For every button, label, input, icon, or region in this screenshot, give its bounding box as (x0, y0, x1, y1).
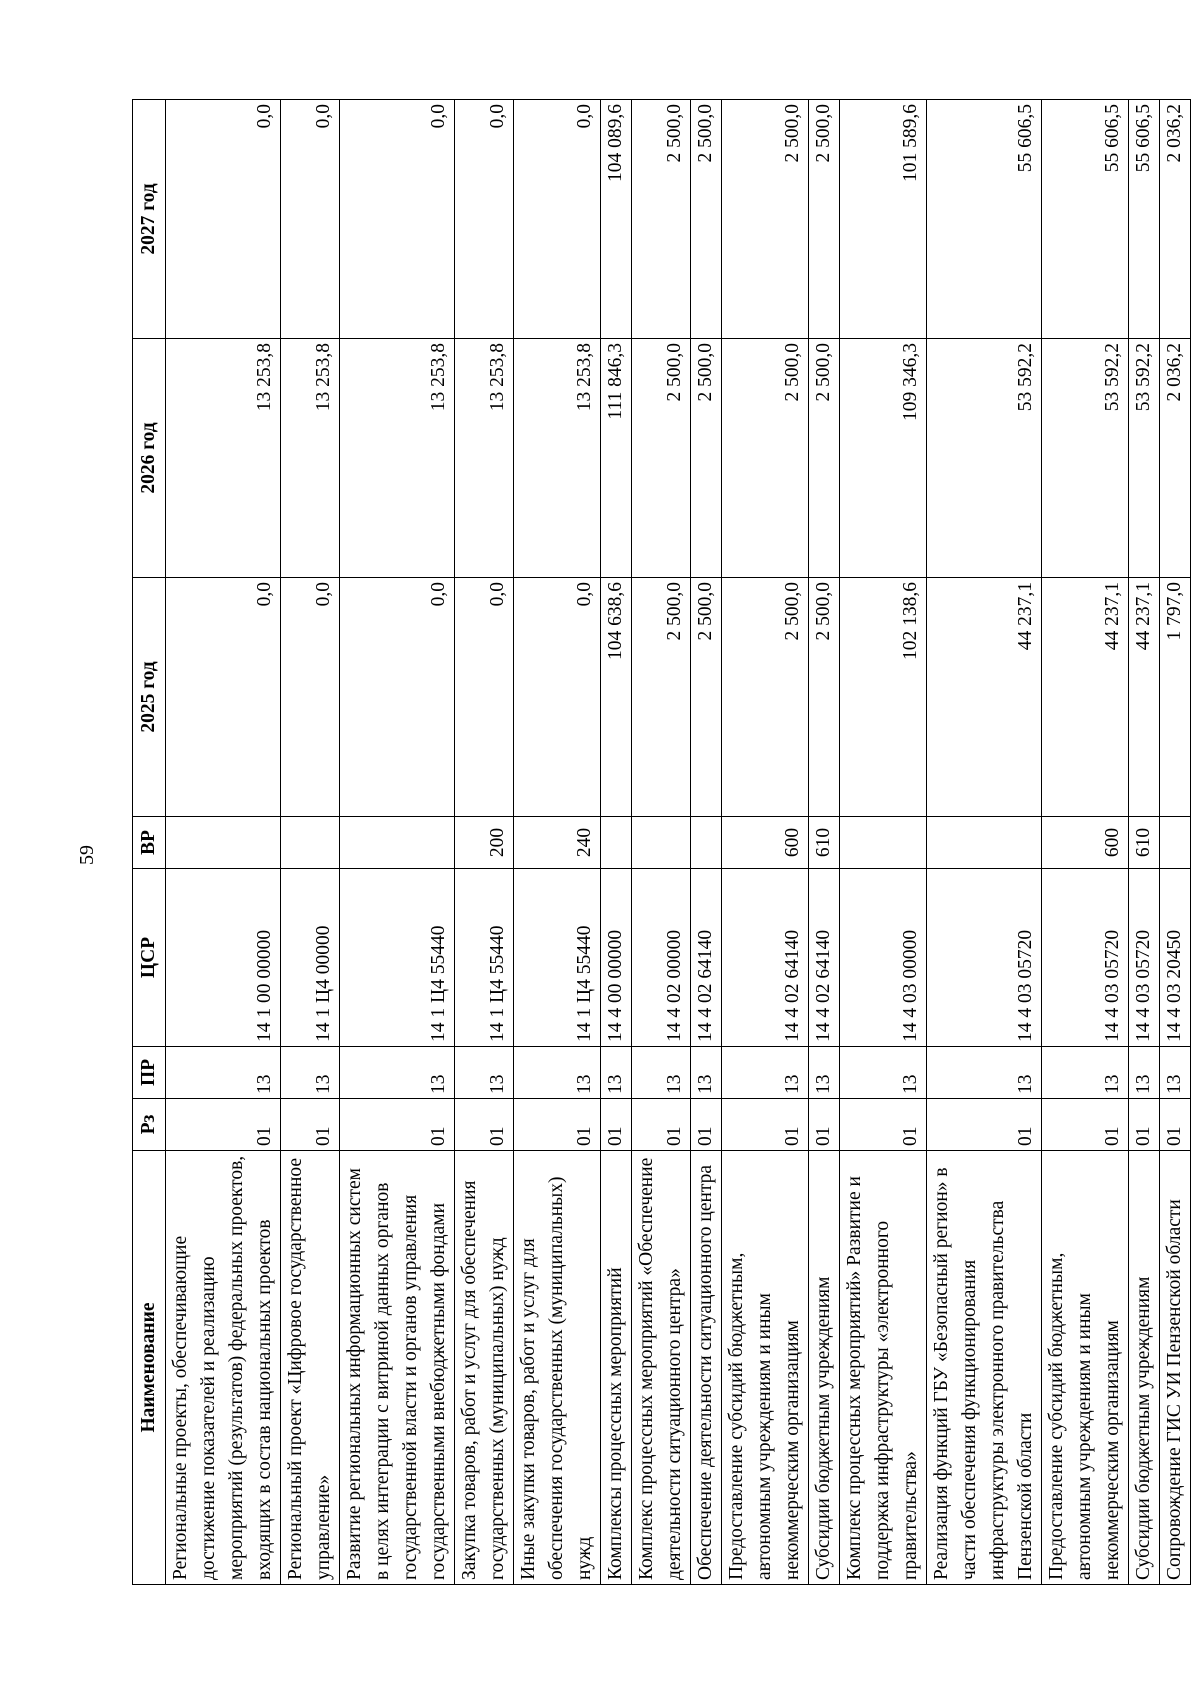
budget-table (132, 99, 1191, 1585)
header-2026: 2026 год (133, 339, 166, 578)
cell-rz: 01 (722, 1099, 809, 1151)
cell-2027: 0,0 (455, 100, 514, 339)
cell-rz: 01 (455, 1099, 514, 1151)
cell-2027: 0,0 (514, 100, 601, 339)
cell-2027: 0,0 (166, 100, 281, 339)
cell-csr: 14 1 00 00000 (166, 869, 281, 1047)
cell-2025: 2 500,0 (691, 578, 722, 817)
cell-2025: 2 500,0 (722, 578, 809, 817)
cell-name: Комплекс процессных мероприятий» Развитие и поддержка инфраструктуры «электронного правительства» (840, 1151, 927, 1585)
cell-2025: 2 500,0 (632, 578, 691, 817)
cell-pr: 13 (340, 1047, 455, 1099)
cell-name: Предоставление субсидий бюджетным, автономным учреждениям и иным некоммерческим организациям (1042, 1151, 1129, 1585)
table-row (691, 100, 722, 1585)
cell-2026: 109 346,3 (840, 339, 927, 578)
table-header-row (133, 100, 166, 1585)
cell-csr: 14 4 03 05720 (927, 869, 1042, 1047)
cell-csr: 14 4 00 00000 (601, 869, 632, 1047)
table-row (1129, 100, 1160, 1585)
cell-pr: 13 (166, 1047, 281, 1099)
cell-rz: 01 (927, 1099, 1042, 1151)
cell-csr: 14 4 02 64140 (691, 869, 722, 1047)
cell-rz: 01 (840, 1099, 927, 1151)
cell-pr: 13 (809, 1047, 840, 1099)
cell-2026: 2 500,0 (632, 339, 691, 578)
cell-pr: 13 (840, 1047, 927, 1099)
cell-csr: 14 4 02 64140 (722, 869, 809, 1047)
cell-vr: 200 (455, 817, 514, 869)
cell-pr: 13 (691, 1047, 722, 1099)
page-number: 59 (76, 845, 98, 865)
cell-name: Предоставление субсидий бюджетным, автономным учреждениям и иным некоммерческим организациям (722, 1151, 809, 1585)
cell-2025: 0,0 (166, 578, 281, 817)
table-body (166, 100, 1191, 1585)
table-row (632, 100, 691, 1585)
cell-rz: 01 (1042, 1099, 1129, 1151)
cell-name: Закупка товаров, работ и услуг для обеспечения государственных (муниципальных) нужд (455, 1151, 514, 1585)
cell-pr: 13 (1042, 1047, 1129, 1099)
header-2025: 2025 год (133, 578, 166, 817)
table-row (340, 100, 455, 1585)
cell-rz: 01 (809, 1099, 840, 1151)
cell-name: Реализация функций ГБУ «Безопасный регион» в части обеспечения функционирования инфраструктуры электронного правительства Пензенской области (927, 1151, 1042, 1585)
cell-2027: 55 606,5 (1129, 100, 1160, 339)
cell-pr: 13 (1160, 1047, 1191, 1099)
cell-vr (340, 817, 455, 869)
cell-2027: 0,0 (340, 100, 455, 339)
cell-rz: 01 (1129, 1099, 1160, 1151)
cell-rz: 01 (632, 1099, 691, 1151)
cell-rz: 01 (1160, 1099, 1191, 1151)
cell-2026: 13 253,8 (340, 339, 455, 578)
table-row (809, 100, 840, 1585)
cell-csr: 14 4 03 05720 (1042, 869, 1129, 1047)
cell-vr: 240 (514, 817, 601, 869)
cell-2026: 13 253,8 (514, 339, 601, 578)
header-name: Наименование (133, 1151, 166, 1585)
cell-vr: 600 (722, 817, 809, 869)
table-row (455, 100, 514, 1585)
cell-rz: 01 (340, 1099, 455, 1151)
cell-2025: 1 797,0 (1160, 578, 1191, 817)
cell-2027: 101 589,6 (840, 100, 927, 339)
cell-2026: 2 500,0 (722, 339, 809, 578)
table-row (1160, 100, 1191, 1585)
cell-2026: 2 500,0 (691, 339, 722, 578)
cell-2027: 2 500,0 (632, 100, 691, 339)
cell-csr: 14 4 03 05720 (1129, 869, 1160, 1047)
cell-2027: 55 606,5 (927, 100, 1042, 339)
cell-2025: 0,0 (340, 578, 455, 817)
table-row (927, 100, 1042, 1585)
cell-name: Сопровождение ГИС УИ Пензенской области (1160, 1151, 1191, 1585)
cell-vr (927, 817, 1042, 869)
header-rz: Рз (133, 1099, 166, 1151)
cell-2025: 44 237,1 (1042, 578, 1129, 817)
cell-name: Комплексы процессных мероприятий (601, 1151, 632, 1585)
cell-csr: 14 1 Ц4 00000 (281, 869, 340, 1047)
cell-2025: 104 638,6 (601, 578, 632, 817)
table-row (840, 100, 927, 1585)
cell-rz: 01 (281, 1099, 340, 1151)
cell-2027: 55 606,5 (1042, 100, 1129, 339)
cell-csr: 14 4 02 64140 (809, 869, 840, 1047)
cell-2026: 13 253,8 (455, 339, 514, 578)
cell-name: Субсидии бюджетным учреждениям (809, 1151, 840, 1585)
cell-vr: 610 (809, 817, 840, 869)
header-vr: ВР (133, 817, 166, 869)
cell-2026: 53 592,2 (1042, 339, 1129, 578)
cell-csr: 14 1 Ц4 55440 (514, 869, 601, 1047)
cell-2027: 2 036,2 (1160, 100, 1191, 339)
cell-2027: 104 089,6 (601, 100, 632, 339)
cell-2025: 44 237,1 (927, 578, 1042, 817)
cell-name: Региональные проекты, обеспечивающие достижение показателей и реализацию мероприятий (результатов) федеральных проектов, входящих в состав национальных проектов (166, 1151, 281, 1585)
cell-rz: 01 (601, 1099, 632, 1151)
cell-pr: 13 (927, 1047, 1042, 1099)
cell-name: Субсидии бюджетным учреждениям (1129, 1151, 1160, 1585)
cell-name: Региональный проект «Цифровое государственное управление» (281, 1151, 340, 1585)
cell-2026: 2 500,0 (809, 339, 840, 578)
cell-vr (632, 817, 691, 869)
cell-name: Развитие региональных информационных систем в целях интеграции с витриной данных органов государственной власти и органов управления государственными внебюджетными фондами (340, 1151, 455, 1585)
cell-2025: 0,0 (455, 578, 514, 817)
header-2027: 2027 год (133, 100, 166, 339)
cell-csr: 14 1 Ц4 55440 (455, 869, 514, 1047)
cell-pr: 13 (1129, 1047, 1160, 1099)
cell-pr: 13 (601, 1047, 632, 1099)
table-row (1042, 100, 1129, 1585)
table-row (601, 100, 632, 1585)
cell-2027: 0,0 (281, 100, 340, 339)
cell-vr (281, 817, 340, 869)
cell-csr: 14 4 03 20450 (1160, 869, 1191, 1047)
rotated-table-container (132, 100, 1185, 1585)
cell-vr (601, 817, 632, 869)
cell-vr: 600 (1042, 817, 1129, 869)
cell-name: Иные закупки товаров, работ и услуг для обеспечения государственных (муниципальных) нужд (514, 1151, 601, 1585)
cell-vr (840, 817, 927, 869)
header-pr: ПР (133, 1047, 166, 1099)
table-row (281, 100, 340, 1585)
cell-2025: 44 237,1 (1129, 578, 1160, 817)
table-row (166, 100, 281, 1585)
cell-2027: 2 500,0 (691, 100, 722, 339)
cell-2026: 53 592,2 (1129, 339, 1160, 578)
cell-pr: 13 (281, 1047, 340, 1099)
cell-rz: 01 (691, 1099, 722, 1151)
cell-pr: 13 (514, 1047, 601, 1099)
cell-2025: 102 138,6 (840, 578, 927, 817)
cell-pr: 13 (722, 1047, 809, 1099)
cell-2027: 2 500,0 (722, 100, 809, 339)
cell-2026: 53 592,2 (927, 339, 1042, 578)
cell-2027: 2 500,0 (809, 100, 840, 339)
cell-2025: 0,0 (281, 578, 340, 817)
cell-2025: 0,0 (514, 578, 601, 817)
cell-rz: 01 (514, 1099, 601, 1151)
cell-name: Обеспечение деятельности ситуационного центра (691, 1151, 722, 1585)
cell-csr: 14 4 03 00000 (840, 869, 927, 1047)
cell-vr: 610 (1129, 817, 1160, 869)
table-row (514, 100, 601, 1585)
cell-2025: 2 500,0 (809, 578, 840, 817)
cell-2026: 13 253,8 (281, 339, 340, 578)
table-row (722, 100, 809, 1585)
cell-rz: 01 (166, 1099, 281, 1151)
cell-csr: 14 1 Ц4 55440 (340, 869, 455, 1047)
cell-vr (691, 817, 722, 869)
cell-2026: 2 036,2 (1160, 339, 1191, 578)
cell-2026: 111 846,3 (601, 339, 632, 578)
cell-pr: 13 (455, 1047, 514, 1099)
cell-name: Комплекс процессных мероприятий «Обеспечение деятельности ситуационного центра» (632, 1151, 691, 1585)
cell-pr: 13 (632, 1047, 691, 1099)
cell-vr (1160, 817, 1191, 869)
cell-vr (166, 817, 281, 869)
header-csr: ЦСР (133, 869, 166, 1047)
cell-2026: 13 253,8 (166, 339, 281, 578)
cell-csr: 14 4 02 00000 (632, 869, 691, 1047)
